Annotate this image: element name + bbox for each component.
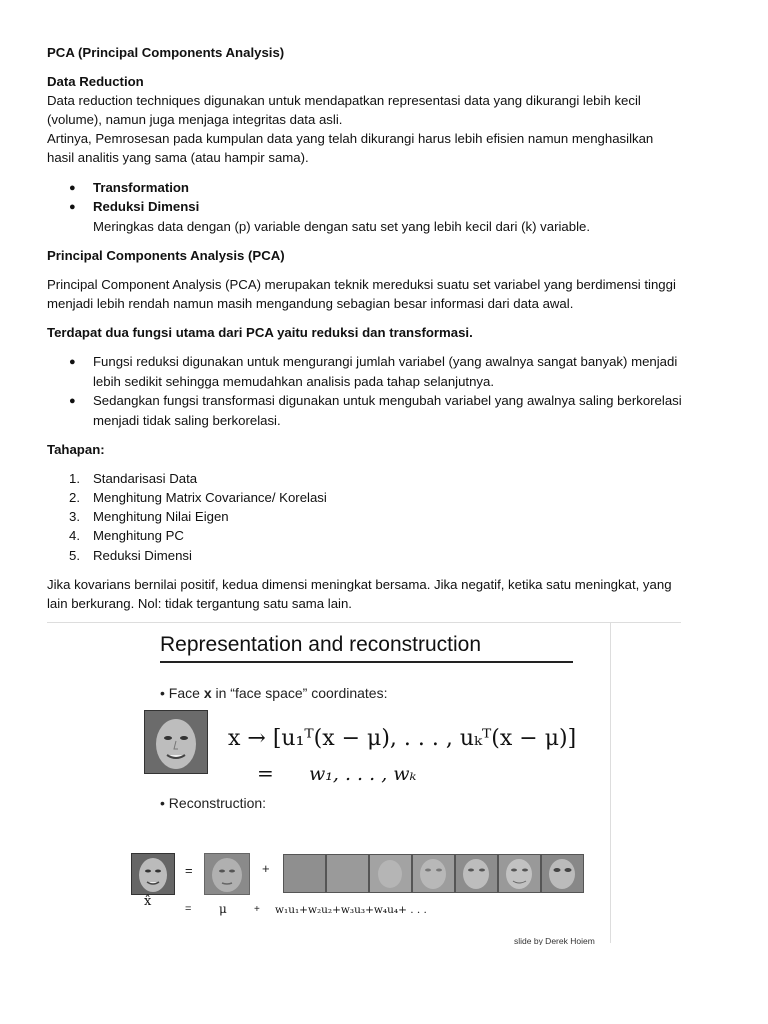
bullet-fungsi-reduksi-1: Fungsi reduksi digunakan untuk mengurangi jumlah variabel (yang awalnya sangat banyak) menjadi	[93, 354, 678, 369]
bullet-reduksi-desc: Meringkas data dengan (p) variable dengan satu set yang lebih kecil dari (k) variable.	[93, 219, 591, 234]
step-number: 2.	[69, 490, 80, 505]
tahapan-heading: Tahapan:	[47, 442, 105, 457]
slide-title-rule	[160, 661, 573, 663]
data-reduction-line-3: Artinya, Pemrosesan pada kumpulan data yang telah dikurangi harus lebih efisien namun menghasilkan	[47, 131, 654, 146]
slide-right-border	[610, 623, 611, 943]
eigenface-4	[412, 854, 455, 893]
slide-bullet-reconstruction: • Reconstruction:	[160, 795, 267, 811]
data-reduction-line-4: hasil analitis yang sama (atau hampir sama).	[47, 150, 309, 165]
step-item: Menghitung PC	[93, 528, 184, 543]
eigenface-1	[283, 854, 326, 893]
slide-title: Representation and reconstruction	[160, 633, 482, 656]
pca-line-1: Principal Component Analysis (PCA) merupakan teknik mereduksi suatu set variabel yang berdimensi tinggi	[47, 277, 676, 292]
label-equals: =	[185, 903, 192, 915]
kovarians-line-2: lain berkurang. Nol: tidak tergantung satu sama lain.	[47, 596, 352, 611]
eigenface-3	[369, 854, 412, 893]
bullet-reduksi-dimensi: Reduksi Dimensi	[93, 199, 200, 214]
reconstructed-face	[131, 853, 175, 895]
eigenface-5	[455, 854, 498, 893]
bullet-fungsi-transformasi-2: menjadi tidak saling berkorelasi.	[93, 413, 281, 428]
data-reduction-heading: Data Reduction	[47, 74, 144, 89]
kovarians-line-1: Jika kovarians bernilai positif, kedua dimensi meningkat bersama. Jika negatif, ketika satu meningkat, yang	[47, 577, 672, 592]
bullet-dot: ●	[69, 201, 76, 213]
recon-equals: =	[185, 863, 193, 878]
bullet-dot: ●	[69, 356, 76, 368]
data-reduction-line-1: Data reduction techniques digunakan untuk mendapatkan representasi data yang dikurangi lebih kecil	[47, 93, 641, 108]
data-reduction-line-2: (volume), namun juga menjaga integritas data asli.	[47, 112, 343, 127]
eigenface-6	[498, 854, 541, 893]
bullet-transformation: Transformation	[93, 180, 189, 195]
step-item: Standarisasi Data	[93, 471, 198, 486]
pca-functions-heading: Terdapat dua fungsi utama dari PCA yaitu reduksi dan transformasi.	[47, 325, 473, 340]
xhat-label: x̂	[144, 894, 152, 909]
step-item: Menghitung Matrix Covariance/ Korelasi	[93, 490, 327, 505]
slide-equals: =	[257, 761, 274, 785]
step-item: Reduksi Dimensi	[93, 548, 192, 563]
eigenface-2	[326, 854, 369, 893]
eigenface-7	[541, 854, 584, 893]
pca-heading: Principal Components Analysis (PCA)	[47, 248, 285, 263]
slide-bullet-face-space: • Face x in “face space” coordinates:	[160, 685, 388, 701]
page-title: PCA (Principal Components Analysis)	[47, 45, 285, 60]
step-number: 3.	[69, 509, 80, 524]
recon-plus: +	[262, 861, 270, 876]
step-number: 4.	[69, 528, 80, 543]
slide-weights: w₁, . . . , wₖ	[309, 763, 417, 785]
slide-credit: slide by Derek Hoiem	[514, 936, 595, 945]
slide-image	[122, 623, 610, 945]
pca-line-2: menjadi lebih rendah namun masih mengandung sebagian besar informasi dari data awal.	[47, 296, 574, 311]
face-photo	[144, 710, 208, 774]
label-plus: +	[254, 904, 260, 915]
bullet-fungsi-reduksi-2: lebih sedikit sehingga memudahkan analisis pada tahap selanjutnya.	[93, 374, 495, 389]
slide-projection-equation: x → [u₁ᵀ(x − μ), . . . , uₖᵀ(x − μ)]	[228, 726, 577, 751]
weighted-sum-series: w₁u₁+w₂u₂+w₃u₃+w₄u₄+ . . .	[275, 904, 427, 916]
bullet-dot: ●	[69, 395, 76, 407]
mean-face	[204, 853, 250, 895]
mu-label: μ	[219, 902, 227, 916]
step-item: Menghitung Nilai Eigen	[93, 509, 229, 524]
bullet-dot: ●	[69, 182, 76, 194]
step-number: 5.	[69, 548, 80, 563]
bullet-fungsi-transformasi-1: Sedangkan fungsi transformasi digunakan untuk mengubah variabel yang awalnya saling berkorelasi	[93, 393, 682, 408]
step-number: 1.	[69, 471, 80, 486]
